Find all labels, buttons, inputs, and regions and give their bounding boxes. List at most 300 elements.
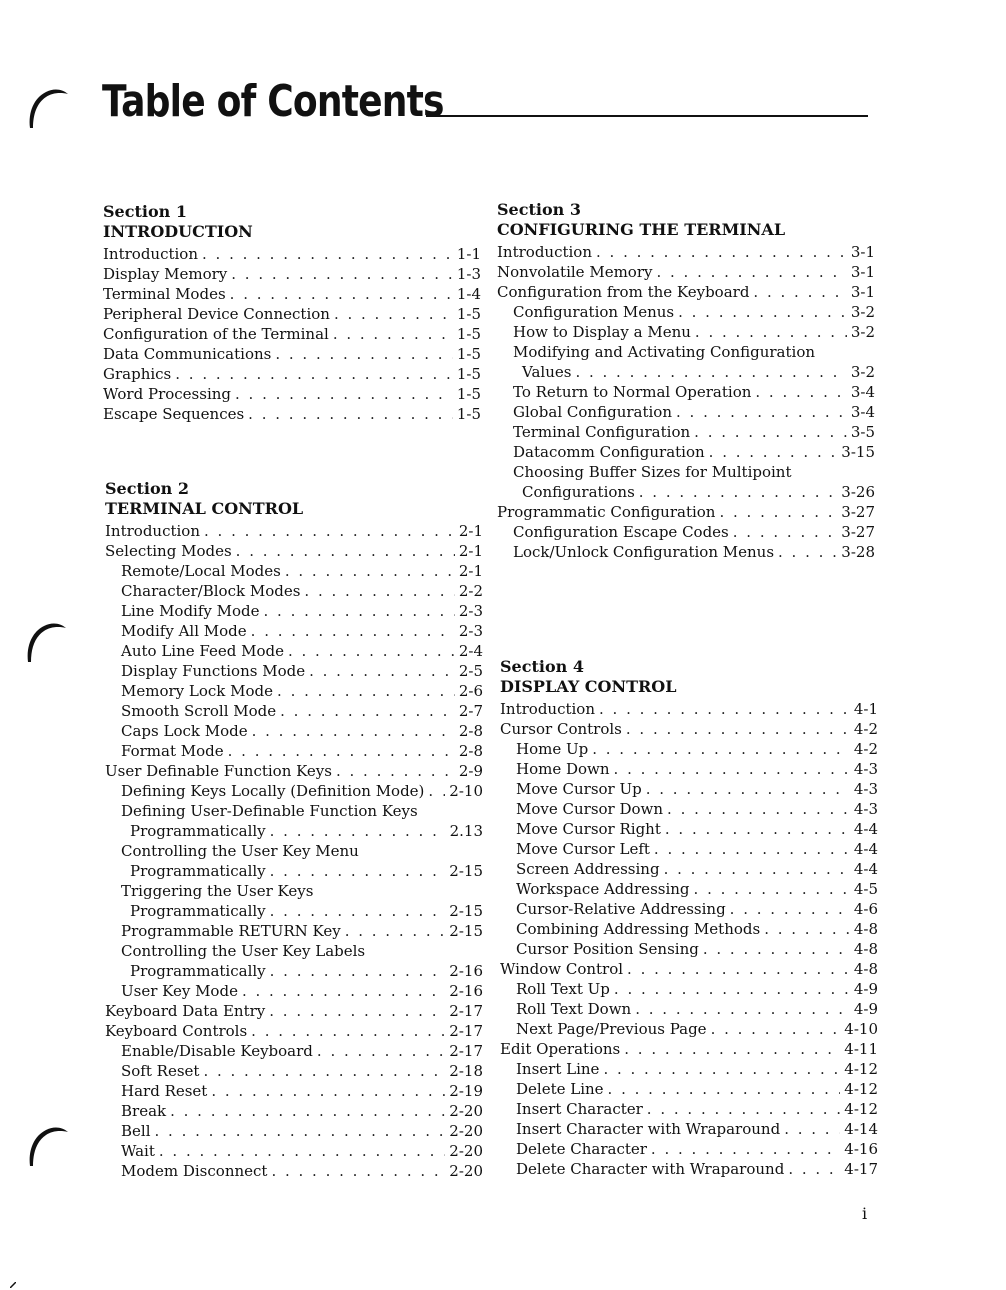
toc-entry-page: 2-8 (458, 722, 483, 740)
toc-entry-page: 2-1 (458, 562, 483, 580)
toc-entry-label: Introduction (500, 700, 595, 718)
toc-entry-label: Home Up (516, 740, 589, 758)
dot-leader (428, 781, 445, 801)
toc-entry-label: Introduction (103, 245, 198, 263)
toc-entry-label: User Definable Function Keys (105, 762, 332, 780)
toc-entry-label: To Return to Normal Operation (513, 383, 752, 401)
toc-entry (500, 839, 878, 859)
dot-leader (709, 442, 838, 462)
toc-entry-label: Programmatic Configuration (497, 503, 716, 521)
toc-entry-label: Move Cursor Left (516, 840, 650, 858)
toc-entry (497, 502, 875, 522)
toc-entry-page: 3-2 (850, 323, 875, 341)
toc-entry-page: 3-27 (841, 523, 875, 541)
toc-entry (105, 521, 483, 541)
toc-entry-page: 4-2 (853, 740, 878, 758)
toc-entry-page: 2-15 (449, 922, 483, 940)
toc-entry (497, 262, 875, 282)
dot-leader (575, 362, 846, 382)
toc-entry (500, 1019, 878, 1039)
toc-entry-page: 3-4 (850, 383, 875, 401)
toc-entry-label: Datacomm Configuration (513, 443, 705, 461)
dot-leader (599, 699, 850, 719)
dot-leader (228, 741, 455, 761)
toc-entry-page: 4-14 (844, 1120, 878, 1138)
toc-entry-page: 2-17 (449, 1022, 483, 1040)
dot-leader (788, 1159, 840, 1179)
toc-entries (103, 244, 481, 424)
binder-hole-mark-icon (24, 84, 70, 130)
toc-entry-page: 3-2 (850, 363, 875, 381)
toc-entry-page: 2-17 (449, 1002, 483, 1020)
toc-entry-page: 2-6 (458, 682, 483, 700)
toc-entry (497, 442, 875, 462)
dot-leader (626, 719, 850, 739)
toc-entry-page: 2-20 (449, 1122, 483, 1140)
toc-entry-label: Triggering the User Keys (121, 882, 314, 900)
toc-entry-page: 4-6 (853, 900, 878, 918)
toc-entry (500, 779, 878, 799)
dot-leader (236, 541, 455, 561)
toc-entry (105, 561, 483, 581)
dot-leader (304, 581, 454, 601)
toc-entry (500, 919, 878, 939)
toc-entry (103, 364, 481, 384)
toc-entry (105, 1021, 483, 1041)
toc-entry-label: Auto Line Feed Mode (121, 642, 284, 660)
toc-entry (105, 761, 483, 781)
toc-entry (105, 541, 483, 561)
dot-leader (624, 1039, 840, 1059)
dot-leader (231, 264, 453, 284)
toc-entry-label: Programmatically (130, 862, 266, 880)
toc-entry-label: Values (522, 363, 572, 381)
toc-entry-label: Soft Reset (121, 1062, 200, 1080)
dot-leader (694, 422, 847, 442)
dot-leader (608, 1079, 841, 1099)
scan-speck-icon (10, 1282, 16, 1288)
toc-entry (500, 1039, 878, 1059)
dot-leader (170, 1101, 445, 1121)
toc-entry-page: 1-5 (456, 405, 481, 423)
toc-entry (497, 342, 875, 362)
title-rule (426, 115, 868, 117)
dot-leader (270, 961, 446, 981)
dot-leader (159, 1141, 445, 1161)
toc-entry-label: Defining Keys Locally (Definition Mode) (121, 782, 425, 800)
dot-leader (667, 799, 850, 819)
toc-entry-label: Roll Text Up (516, 980, 610, 998)
toc-entry (105, 861, 483, 881)
toc-entry-page: 2-17 (449, 1042, 483, 1060)
toc-entry-page: 4-16 (844, 1140, 878, 1158)
toc-entry-page: 4-4 (853, 820, 878, 838)
dot-leader (277, 681, 455, 701)
dot-leader (248, 404, 453, 424)
toc-entry (103, 344, 481, 364)
toc-entry (105, 1141, 483, 1161)
toc-entry-page: 4-2 (853, 720, 878, 738)
toc-entry-page: 3-1 (850, 263, 875, 281)
toc-entry (105, 1041, 483, 1061)
toc-entry-page: 3-1 (850, 283, 875, 301)
toc-entry-label: Programmatically (130, 962, 266, 980)
toc-entry (105, 581, 483, 601)
toc-entry-label: Introduction (497, 243, 592, 261)
toc-entry (105, 681, 483, 701)
toc-entry (103, 404, 481, 424)
toc-entry-label: Word Processing (103, 385, 231, 403)
toc-entry-label: How to Display a Menu (513, 323, 691, 341)
toc-entry (497, 322, 875, 342)
toc-entry-page: 2-5 (458, 662, 483, 680)
toc-entry (500, 759, 878, 779)
toc-entry-label: Workspace Addressing (516, 880, 690, 898)
toc-entry-page: 4-11 (844, 1040, 878, 1058)
toc-entry-label: Next Page/Previous Page (516, 1020, 707, 1038)
toc-entry-page: 4-12 (844, 1060, 878, 1078)
toc-entry-label: Smooth Scroll Mode (121, 702, 277, 720)
toc-entry-label: Defining User-Definable Function Keys (121, 802, 418, 820)
toc-entry (500, 1059, 878, 1079)
dot-leader (270, 821, 446, 841)
dot-leader (280, 701, 455, 721)
toc-entry-label: Bell (121, 1122, 151, 1140)
dot-leader (711, 1019, 841, 1039)
toc-entry (105, 781, 483, 801)
toc-entry (500, 959, 878, 979)
dot-leader (592, 739, 850, 759)
dot-leader (270, 861, 446, 881)
dot-leader (235, 384, 453, 404)
dot-leader (784, 1119, 840, 1139)
toc-entry-page: 1-5 (456, 365, 481, 383)
toc-entry (105, 1121, 483, 1141)
toc-entry-label: Insert Line (516, 1060, 600, 1078)
toc-entry (105, 1001, 483, 1021)
toc-entry (105, 641, 483, 661)
dot-leader (614, 759, 850, 779)
toc-entry (497, 522, 875, 542)
section-number: Section 4 (500, 657, 584, 676)
toc-entry-label: Selecting Modes (105, 542, 232, 560)
toc-entry (497, 542, 875, 562)
toc-entry (105, 1101, 483, 1121)
toc-entry (105, 801, 483, 821)
page-number: i (862, 1204, 868, 1223)
dot-leader (603, 1059, 840, 1079)
dot-leader (269, 1001, 445, 1021)
toc-entry (497, 282, 875, 302)
toc-entry-label: Cursor Position Sensing (516, 940, 699, 958)
toc-entry-page: 3-4 (850, 403, 875, 421)
dot-leader (778, 542, 837, 562)
toc-entries (497, 242, 875, 562)
toc-entry-label: Global Configuration (513, 403, 672, 421)
toc-entry (497, 302, 875, 322)
dot-leader (211, 1081, 445, 1101)
toc-entry (500, 979, 878, 999)
toc-entry-page: 4-8 (853, 940, 878, 958)
toc-entry (105, 601, 483, 621)
dot-leader (627, 959, 850, 979)
section-title: CONFIGURING THE TERMINAL (497, 220, 786, 239)
toc-entry-page: 3-15 (841, 443, 875, 461)
toc-entry-label: Display Memory (103, 265, 228, 283)
dot-leader (204, 521, 455, 541)
toc-entry-label: Configuration Escape Codes (513, 523, 729, 541)
toc-entry-label: Format Mode (121, 742, 224, 760)
toc-entry-page: 4-9 (853, 1000, 878, 1018)
toc-entry-label: Delete Character (516, 1140, 647, 1158)
toc-entry-label: Data Communications (103, 345, 272, 363)
toc-entry-page: 3-2 (850, 303, 875, 321)
dot-leader (242, 981, 445, 1001)
toc-entry-page: 3-28 (841, 543, 875, 561)
dot-leader (719, 502, 837, 522)
toc-entry-label: Controlling the User Key Labels (121, 942, 366, 960)
toc-entry (500, 739, 878, 759)
toc-entry-page: 4-12 (844, 1080, 878, 1098)
dot-leader (647, 1099, 841, 1119)
dot-leader (646, 779, 850, 799)
toc-entry (500, 1079, 878, 1099)
toc-entry (105, 901, 483, 921)
toc-entry-page: 4-3 (853, 760, 878, 778)
toc-entry-page: 4-3 (853, 800, 878, 818)
toc-entry-label: Character/Block Modes (121, 582, 301, 600)
toc-entry (500, 799, 878, 819)
toc-entry-page: 4-8 (853, 920, 878, 938)
toc-entry-label: Configuration from the Keyboard (497, 283, 750, 301)
dot-leader (275, 344, 453, 364)
toc-entry-page: 3-27 (841, 503, 875, 521)
toc-entry-label: Configuration of the Terminal (103, 325, 329, 343)
toc-entry (105, 661, 483, 681)
toc-entry-label: Remote/Local Modes (121, 562, 281, 580)
toc-entry-page: 4-1 (853, 700, 878, 718)
toc-entry-page: 4-3 (853, 780, 878, 798)
toc-entry-page: 2-15 (449, 902, 483, 920)
dot-leader (270, 901, 446, 921)
toc-entry-label: Introduction (105, 522, 200, 540)
toc-entry-page: 4-10 (844, 1020, 878, 1038)
dot-leader (614, 979, 850, 999)
toc-entry-label: Choosing Buffer Sizes for Multipoint (513, 463, 792, 481)
section-title: INTRODUCTION (103, 222, 253, 241)
toc-entry (500, 939, 878, 959)
toc-entry-page: 2-10 (449, 782, 483, 800)
toc-entry (500, 1119, 878, 1139)
section-number: Section 3 (497, 200, 581, 219)
toc-entry (103, 324, 481, 344)
toc-entry-label: Edit Operations (500, 1040, 621, 1058)
toc-entry (105, 1081, 483, 1101)
dot-leader (271, 1161, 445, 1181)
toc-entry (105, 621, 483, 641)
binder-hole-mark-icon (24, 1122, 70, 1168)
dot-leader (695, 322, 847, 342)
dot-leader (703, 939, 850, 959)
dot-leader (676, 402, 847, 422)
toc-entry-page: 2-7 (458, 702, 483, 720)
section-number: Section 2 (105, 479, 189, 498)
toc-entry (500, 719, 878, 739)
dot-leader (202, 244, 453, 264)
dot-leader (753, 282, 846, 302)
dot-leader (230, 284, 453, 304)
toc-entry-label: Wait (121, 1142, 155, 1160)
dot-leader (285, 561, 455, 581)
toc-entry-label: Programmatically (130, 822, 266, 840)
toc-entry-page: 2-2 (458, 582, 483, 600)
toc-entry-label: Keyboard Data Entry (105, 1002, 266, 1020)
toc-entry (497, 422, 875, 442)
toc-entry-page: 1-5 (456, 305, 481, 323)
toc-entry (103, 284, 481, 304)
toc-entry (105, 881, 483, 901)
toc-entry-page: 1-4 (456, 285, 481, 303)
toc-entry (500, 859, 878, 879)
toc-entry (500, 999, 878, 1019)
toc-entry-label: Keyboard Controls (105, 1022, 248, 1040)
toc-entry (105, 741, 483, 761)
dot-leader (596, 242, 847, 262)
toc-entry-page: 2.13 (449, 822, 483, 840)
toc-entry-label: Modifying and Activating Configuration (513, 343, 816, 361)
dot-leader (333, 324, 453, 344)
toc-entry-page: 4-4 (853, 860, 878, 878)
toc-entry (105, 981, 483, 1001)
toc-entry (497, 462, 875, 482)
dot-leader (730, 899, 850, 919)
toc-entry-page: 2-16 (449, 982, 483, 1000)
dot-leader (678, 302, 847, 322)
toc-entry-page: 2-9 (458, 762, 483, 780)
toc-entry-label: Window Control (500, 960, 624, 978)
toc-section-1 (103, 202, 481, 424)
binder-hole-mark-icon (22, 618, 68, 664)
toc-entry-label: Home Down (516, 760, 610, 778)
toc-entry-page: 1-5 (456, 325, 481, 343)
toc-entry-page: 3-1 (850, 243, 875, 261)
toc-entry-page: 2-16 (449, 962, 483, 980)
toc-entry-label: Cursor Controls (500, 720, 622, 738)
toc-entry-label: Memory Lock Mode (121, 682, 274, 700)
dot-leader (264, 601, 455, 621)
toc-entry-page: 2-20 (449, 1162, 483, 1180)
dot-leader (251, 621, 455, 641)
dot-leader (203, 1061, 445, 1081)
dot-leader (155, 1121, 446, 1141)
toc-entry-page: 1-5 (456, 345, 481, 363)
dot-leader (651, 1139, 840, 1159)
toc-entry (497, 382, 875, 402)
toc-entry-page: 1-5 (456, 385, 481, 403)
dot-leader (635, 999, 850, 1019)
toc-entry-page: 4-9 (853, 980, 878, 998)
toc-entry-label: Roll Text Down (516, 1000, 632, 1018)
toc-entry-label: Configuration Menus (513, 303, 675, 321)
dot-leader (764, 919, 850, 939)
toc-entry (105, 841, 483, 861)
toc-entry (105, 701, 483, 721)
dot-leader (639, 482, 838, 502)
toc-entry-label: Programmatically (130, 902, 266, 920)
toc-entry (105, 1161, 483, 1181)
toc-entry-label: Peripheral Device Connection (103, 305, 330, 323)
toc-entry-label: Graphics (103, 365, 172, 383)
toc-entry (500, 699, 878, 719)
dot-leader (251, 1021, 445, 1041)
dot-leader (288, 641, 455, 661)
toc-entry-label: Escape Sequences (103, 405, 245, 423)
toc-entry-label: Lock/Unlock Configuration Menus (513, 543, 775, 561)
toc-entry-label: Terminal Modes (103, 285, 226, 303)
toc-entry-label: Screen Addressing (516, 860, 660, 878)
toc-entry (105, 821, 483, 841)
toc-entry (103, 264, 481, 284)
toc-entry-label: Insert Character with Wraparound (516, 1120, 781, 1138)
toc-entry-label: Enable/Disable Keyboard (121, 1042, 313, 1060)
toc-entry-page: 2-1 (458, 522, 483, 540)
toc-section-4 (500, 657, 878, 1179)
toc-entry (500, 1159, 878, 1179)
toc-entry-label: User Key Mode (121, 982, 238, 1000)
toc-entry-page: 2-20 (449, 1102, 483, 1120)
dot-leader (334, 304, 453, 324)
dot-leader (755, 382, 846, 402)
toc-entry-label: Terminal Configuration (513, 423, 691, 441)
dot-leader (345, 921, 446, 941)
toc-entry-label: Programmable RETURN Key (121, 922, 341, 940)
toc-entry-label: Display Functions Mode (121, 662, 306, 680)
toc-entry (500, 879, 878, 899)
toc-entry (105, 921, 483, 941)
section-title: TERMINAL CONTROL (105, 499, 304, 518)
toc-entry-label: Modem Disconnect (121, 1162, 268, 1180)
toc-entry (500, 899, 878, 919)
toc-entry-page: 2-3 (458, 602, 483, 620)
toc-entry-label: Line Modify Mode (121, 602, 260, 620)
toc-entry (103, 384, 481, 404)
toc-entry-page: 2-3 (458, 622, 483, 640)
toc-entry-page: 2-8 (458, 742, 483, 760)
toc-entry (497, 482, 875, 502)
dot-leader (175, 364, 453, 384)
toc-entries (105, 521, 483, 1181)
toc-entry-label: Cursor-Relative Addressing (516, 900, 726, 918)
toc-entry-label: Break (121, 1102, 167, 1120)
dot-leader (317, 1041, 445, 1061)
toc-entry-label: Move Cursor Down (516, 800, 664, 818)
toc-entry (105, 961, 483, 981)
toc-entry (497, 402, 875, 422)
toc-entry-label: Modify All Mode (121, 622, 247, 640)
toc-entry (103, 304, 481, 324)
toc-section-2 (105, 479, 483, 1181)
toc-entry-page: 4-4 (853, 840, 878, 858)
toc-entry-label: Move Cursor Right (516, 820, 661, 838)
toc-entry-label: Move Cursor Up (516, 780, 642, 798)
toc-entry-page: 1-3 (456, 265, 481, 283)
section-title: DISPLAY CONTROL (500, 677, 677, 696)
toc-entry-page: 2-18 (449, 1062, 483, 1080)
dot-leader (665, 819, 850, 839)
toc-entry (497, 362, 875, 382)
dot-leader (654, 839, 850, 859)
toc-entry-label: Delete Character with Wraparound (516, 1160, 785, 1178)
